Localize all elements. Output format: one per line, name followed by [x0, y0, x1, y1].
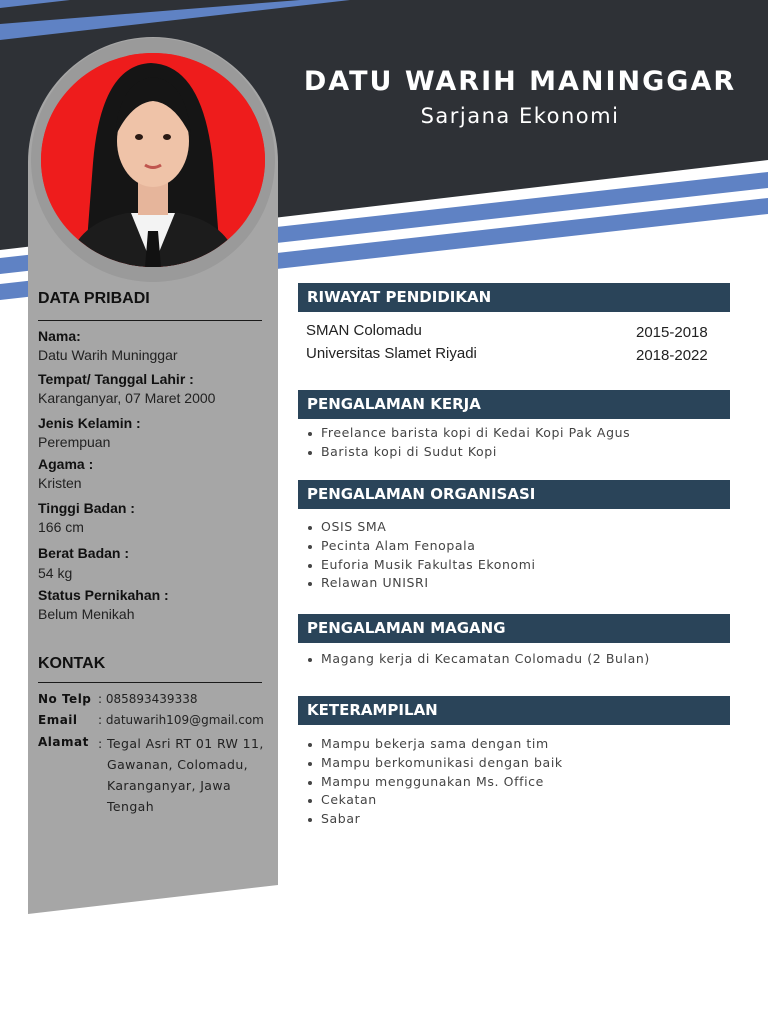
candidate-name: DATU WARIH MANINGGAR: [303, 66, 737, 97]
education-section-bar: [298, 283, 730, 312]
address-label: Alamat: [38, 735, 89, 749]
phone-value: : 085893439338: [98, 692, 198, 706]
religion-label: Agama :: [38, 456, 94, 472]
weight-label: Berat Badan :: [38, 545, 130, 561]
work-section-bar: [298, 390, 730, 419]
weight-value: 54 kg: [38, 565, 73, 581]
organization-heading: PENGALAMAN ORGANISASI: [307, 485, 536, 503]
list-item: Pecinta Alam Fenopala: [306, 537, 536, 556]
personal-data-heading: DATA PRIBADI: [38, 290, 150, 307]
contact-divider: [38, 682, 262, 683]
internship-section-bar: [298, 614, 730, 643]
work-heading: PENGALAMAN KERJA: [307, 395, 481, 413]
birth-label: Tempat/ Tanggal Lahir :: [38, 371, 194, 387]
phone-label: No Telp: [38, 692, 92, 706]
address-line: Gawanan, Colomadu,: [107, 757, 249, 772]
list-item: Magang kerja di Kecamatan Colomadu (2 Bulan): [306, 650, 650, 669]
address-line: Tegal Asri RT 01 RW 11,: [107, 736, 264, 751]
education-school: Universitas Slamet Riyadi: [306, 345, 477, 362]
height-value: 166 cm: [38, 519, 84, 535]
name-label: Nama:: [38, 328, 81, 344]
personal-data-divider: [38, 320, 262, 321]
contact-heading: KONTAK: [38, 655, 106, 672]
religion-value: Kristen: [38, 475, 82, 491]
list-item: Mampu bekerja sama dengan tim: [306, 735, 563, 754]
list-item: Relawan UNISRI: [306, 574, 536, 593]
birth-value: Karanganyar, 07 Maret 2000: [38, 390, 216, 406]
internship-heading: PENGALAMAN MAGANG: [307, 619, 506, 637]
gender-label: Jenis Kelamin :: [38, 415, 141, 431]
address-line: Karanganyar, Jawa: [107, 778, 232, 793]
marital-label: Status Pernikahan :: [38, 587, 169, 603]
gender-value: Perempuan: [38, 434, 111, 450]
address-colon: :: [98, 736, 103, 751]
candidate-degree: Sarjana Ekonomi: [420, 104, 620, 128]
education-years: 2015-2018: [636, 324, 708, 341]
profile-photo: [41, 53, 265, 267]
list-item: Mampu menggunakan Ms. Office: [306, 773, 563, 792]
address-value: [98, 733, 268, 817]
email-label: Email: [38, 713, 78, 727]
education-years: 2018-2022: [636, 347, 708, 364]
work-list: [306, 424, 630, 462]
organization-section-bar: [298, 480, 730, 509]
skills-section-bar: [298, 696, 730, 725]
education-heading: RIWAYAT PENDIDIKAN: [307, 288, 492, 306]
internship-list: [306, 650, 650, 669]
skills-list: [306, 735, 563, 829]
list-item: Cekatan: [306, 791, 563, 810]
list-item: OSIS SMA: [306, 518, 536, 537]
education-school: SMAN Colomadu: [306, 322, 422, 339]
list-item: Mampu berkomunikasi dengan baik: [306, 754, 563, 773]
height-label: Tinggi Badan :: [38, 500, 135, 516]
address-line: Tengah: [107, 799, 155, 814]
email-value: : datuwarih109@gmail.com: [98, 713, 264, 727]
list-item: Freelance barista kopi di Kedai Kopi Pak Agus: [306, 424, 630, 443]
list-item: Sabar: [306, 810, 563, 829]
organization-list: [306, 518, 536, 593]
skills-heading: KETERAMPILAN: [307, 701, 438, 719]
portrait-photo-icon: [41, 53, 265, 267]
name-value: Datu Warih Muninggar: [38, 347, 178, 363]
marital-value: Belum Menikah: [38, 606, 135, 622]
list-item: Euforia Musik Fakultas Ekonomi: [306, 556, 536, 575]
list-item: Barista kopi di Sudut Kopi: [306, 443, 630, 462]
